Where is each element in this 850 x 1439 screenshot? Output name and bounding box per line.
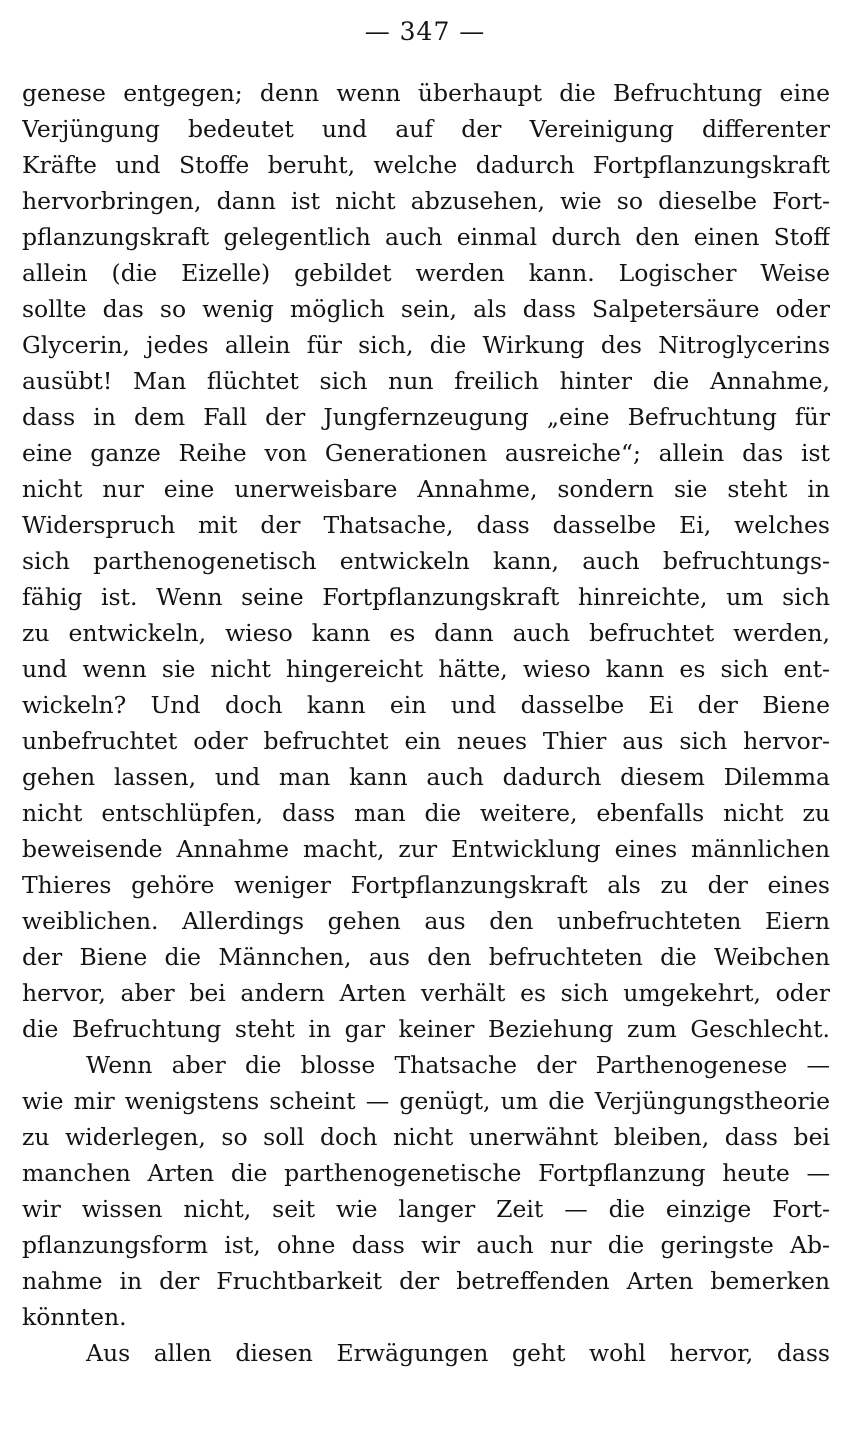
text-line: Wenn aber die blosse Thatsache der Parthenogenese — — [86, 1051, 830, 1079]
text-line: ausübt! Man flüchtet sich nun freilich hinter die Annahme, — [22, 367, 830, 395]
text-line: fähig ist. Wenn seine Fortpflanzungskraft hinreichte, um sich — [22, 583, 830, 611]
text-line: und wenn sie nicht hingereicht hätte, wieso kann es sich ent- — [22, 655, 830, 683]
text-line: die Befruchtung steht in gar keiner Beziehung zum Geschlecht. — [22, 1015, 830, 1043]
text-line: nicht entschlüpfen, dass man die weitere, ebenfalls nicht zu — [22, 799, 830, 827]
text-line: allein (die Eizelle) gebildet werden kann. Logischer Weise — [22, 259, 830, 287]
text-line: Verjüngung bedeutet und auf der Vereinigung differenter — [22, 115, 830, 143]
text-line: Thieres gehöre weniger Fortpflanzungskraft als zu der eines — [22, 871, 830, 899]
text-line: eine ganze Reihe von Generationen ausreiche“; allein das ist — [22, 439, 830, 467]
text-line: hervor, aber bei andern Arten verhält es sich umgekehrt, oder — [22, 979, 830, 1007]
text-line: der Biene die Männchen, aus den befruchteten die Weibchen — [22, 943, 830, 971]
text-line: weiblichen. Allerdings gehen aus den unbefruchteten Eiern — [22, 907, 830, 935]
text-line: pflanzungskraft gelegentlich auch einmal durch den einen Stoff — [22, 223, 830, 251]
text-line: wickeln? Und doch kann ein und dasselbe Ei der Biene — [22, 691, 830, 719]
page-number: — 347 — — [364, 17, 486, 46]
text-line: unbefruchtet oder befruchtet ein neues Thier aus sich hervor- — [22, 727, 830, 755]
text-line: gehen lassen, und man kann auch dadurch diesem Dilemma — [22, 763, 830, 791]
text-line: pflanzungsform ist, ohne dass wir auch nur die geringste Ab- — [22, 1231, 830, 1259]
text-line: Aus allen diesen Erwägungen geht wohl hervor, dass — [86, 1339, 830, 1367]
text-line: könnten. — [22, 1303, 127, 1331]
text-line: wie mir wenigstens scheint — genügt, um die Verjüngungstheorie — [22, 1087, 830, 1115]
text-line: nahme in der Fruchtbarkeit der betreffenden Arten bemerken — [22, 1267, 830, 1295]
body-text — [22, 75, 830, 1371]
text-line: dass in dem Fall der Jungfernzeugung „eine Befruchtung für — [22, 403, 830, 431]
text-line: zu widerlegen, so soll doch nicht unerwähnt bleiben, dass bei — [22, 1123, 830, 1151]
text-line: sollte das so wenig möglich sein, als dass Salpetersäure oder — [22, 295, 830, 323]
text-line: Glycerin, jedes allein für sich, die Wirkung des Nitroglycerins — [22, 331, 830, 359]
text-line: hervorbringen, dann ist nicht abzusehen, wie so dieselbe Fort- — [22, 187, 830, 215]
text-line: Widerspruch mit der Thatsache, dass dasselbe Ei, welches — [22, 511, 830, 539]
text-line: nicht nur eine unerweisbare Annahme, sondern sie steht in — [22, 475, 830, 503]
text-line: Kräfte und Stoffe beruht, welche dadurch Fortpflanzungskraft — [22, 151, 830, 179]
text-line: beweisende Annahme macht, zur Entwicklung eines männlichen — [22, 835, 830, 863]
text-line: wir wissen nicht, seit wie langer Zeit — die einzige Fort- — [22, 1195, 830, 1223]
text-line: sich parthenogenetisch entwickeln kann, auch befruchtungs- — [22, 547, 830, 575]
text-line: genese entgegen; denn wenn überhaupt die Befruchtung eine — [22, 79, 830, 107]
text-line: manchen Arten die parthenogenetische Fortpflanzung heute — — [22, 1159, 830, 1187]
text-line: zu entwickeln, wieso kann es dann auch befruchtet werden, — [22, 619, 830, 647]
